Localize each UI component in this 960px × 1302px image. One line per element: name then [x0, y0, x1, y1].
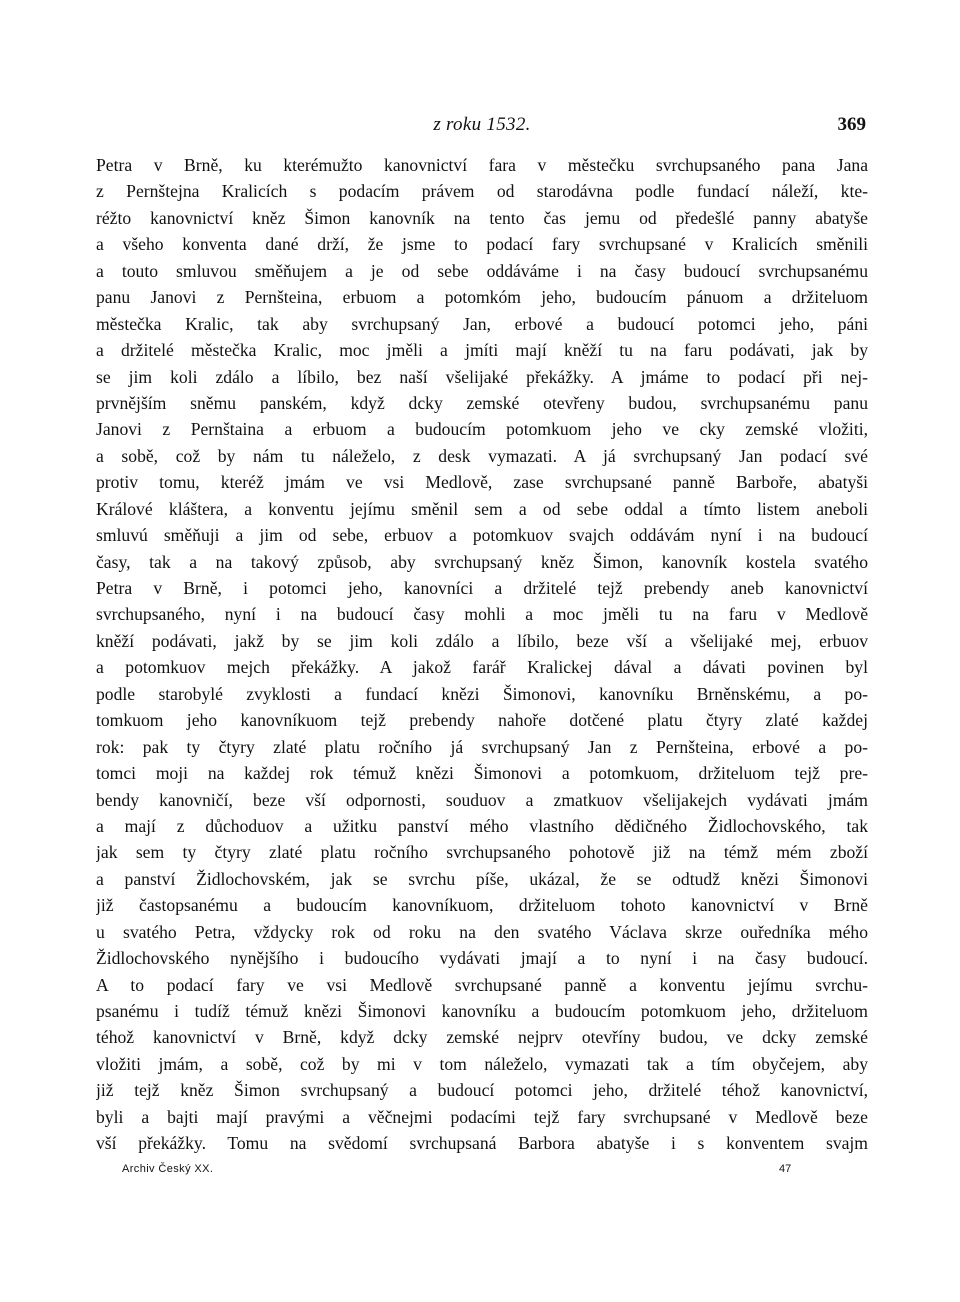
text-line: a panství Židlochovském, jak se svrchu píše, ukázal, že se odtudž knězi Šimonovi [96, 868, 868, 889]
text-line: Židlochovského nynějšího i budoucího vydávati jmají a to nyní i na časy budoucí. [96, 948, 868, 969]
page-number: 369 [837, 114, 866, 135]
text-line: Janovi z Pernštaina a erbuom a budoucím potomkuom jeho ve cky zemské vložiti, [96, 419, 868, 440]
text-line: již tejž kněz Šimon svrchupsaný a budoucí potomci jeho, držitelé téhož kanovnictví, [96, 1080, 868, 1101]
text-line: kněží podávati, jakž by se jim koli zdálo a líbilo, beze vší a všelijaké mej, erbuov [96, 630, 868, 651]
text-line: a mají z důchoduov a užitku panství mého vlastního dědičného Židlochovského, tak [96, 815, 868, 836]
text-line: a držitelé městečka Kralic, moc jměli a jmíti mají kněží tu na faru podávati, jak by [96, 340, 868, 361]
text-line: vložiti jmám, a sobě, což by mi v tom náleželo, vymazati tak a tím obyčejem, aby [96, 1053, 868, 1074]
text-line: tomci moji na každej rok témuž knězi Šimonovi a potomkuom, držiteluom tejž pre- [96, 763, 868, 784]
text-line: a všeho konventa dané drží, že jsme to podací fary svrchupsané v Kralicích směnili [96, 234, 868, 255]
text-line: Petra v Brně, i potomci jeho, kanovníci a držitelé tejž prebendy aneb kanovnictví [96, 578, 868, 598]
text-line: a touto smluvou směňujem a je od sebe oddáváme i na časy budoucí svrchupsanému [96, 260, 868, 281]
text-line: bendy kanovničí, beze vší odpornosti, souduov a zmatkuov všelijakejch vydávati jmám [96, 789, 868, 810]
text-line: smluvú směňuji a jim od sebe, erbuov a potomkuov svajch oddávám nyní i na budoucí [96, 525, 868, 546]
text-line: protiv tomu, kteréž jmám ve vsi Medlově, zase svrchupsané panně Barboře, abatyši [96, 472, 868, 493]
text-line: panu Janovi z Pernšteina, erbuom a potomkóm jeho, budoucím pánuom a držiteluom [96, 287, 868, 308]
text-line: psanému i tudíž témuž knězi Šimonovi kanovníku a budoucím potomkuom jeho, držiteluom [96, 1001, 868, 1021]
page-footer [122, 1163, 802, 1183]
text-line: rok: pak ty čtyry zlaté platu ročního já svrchupsaný Jan z Pernšteina, erbové a po- [96, 736, 868, 757]
text-line: podle starobylé zvyklosti a fundací knězi Šimonovi, kanovníku Brněnskému, a po- [96, 683, 868, 704]
body-text [96, 152, 868, 1157]
text-line: se jim koli zdálo a líbilo, bez naší všelijaké překážky. A jmáme to podací při nej- [96, 366, 868, 387]
text-line: byli a bajti mají pravými a věčnejmi podacími tejž fary svrchupsané v Medlově beze [96, 1106, 868, 1127]
running-title: z roku 1532. [433, 114, 531, 135]
text-line: prvnějším sněmu panském, když dcky zemské otevřeny budou, svrchupsanému panu [96, 392, 868, 413]
text-line: městečka Kralic, tak aby svrchupsaný Jan, erbové a budoucí potomci jeho, páni [96, 313, 868, 334]
text-line: z Pernštejna Kralicích s podacím právem od starodávna podle fundací náleží, kte- [96, 181, 868, 202]
text-line: vší překážky. Tomu na svědomí svrchupsaná Barbora abatyše i s konventem svajm [96, 1133, 868, 1154]
text-line: časy, tak a na takový způsob, aby svrchupsaný kněz Šimon, kanovník kostela svatého [96, 551, 868, 572]
text-line: A to podací fary ve vsi Medlově svrchupsané panně a konventu jejímu svrchu- [96, 974, 868, 995]
text-line: u svatého Petra, vždycky rok od roku na den svatého Václava skrze ouředníka mého [96, 921, 868, 942]
footer-source: Archiv Český XX. [122, 1163, 214, 1175]
text-line: tomkuom jeho kanovníkuom tejž prebendy nahoře dotčené platu čtyry zlaté každej [96, 710, 868, 731]
text-line: Petra v Brně, ku kterémužto kanovnictví fara v městečku svrchupsaného pana Jana [96, 155, 868, 175]
running-header [96, 114, 868, 140]
text-line: a potomkuov mejch překážky. A jakož farář Kralickej dával a dávati povinen byl [96, 657, 868, 678]
text-line: svrchupsaného, nyní i na budoucí časy mohli a moc jměli tu na faru v Medlově [96, 604, 868, 625]
text-line: již častopsanému a budoucím kanovníkuom, držiteluom tohoto kanovnictví v Brně [96, 895, 868, 916]
text-line: réžto kanovnictví kněz Šimon kanovník na tento čas jemu od předešlé panny abatyše [96, 207, 868, 228]
text-line: a sobě, což by nám tu náleželo, z desk vymazati. A já svrchupsaný Jan podací své [96, 445, 868, 466]
text-line: Králové kláštera, a konventu jejímu směnil sem a od sebe oddal a tímto listem aneboli [96, 498, 868, 519]
text-line: téhož kanovnictví v Brně, když dcky zemské nejprv otevříny budou, ve dcky zemské [96, 1027, 868, 1048]
footer-signature-mark: 47 [779, 1163, 792, 1175]
text-line: jak sem ty čtyry zlaté platu ročního svrchupsaného pohotově již na témž mém zboží [96, 842, 868, 863]
